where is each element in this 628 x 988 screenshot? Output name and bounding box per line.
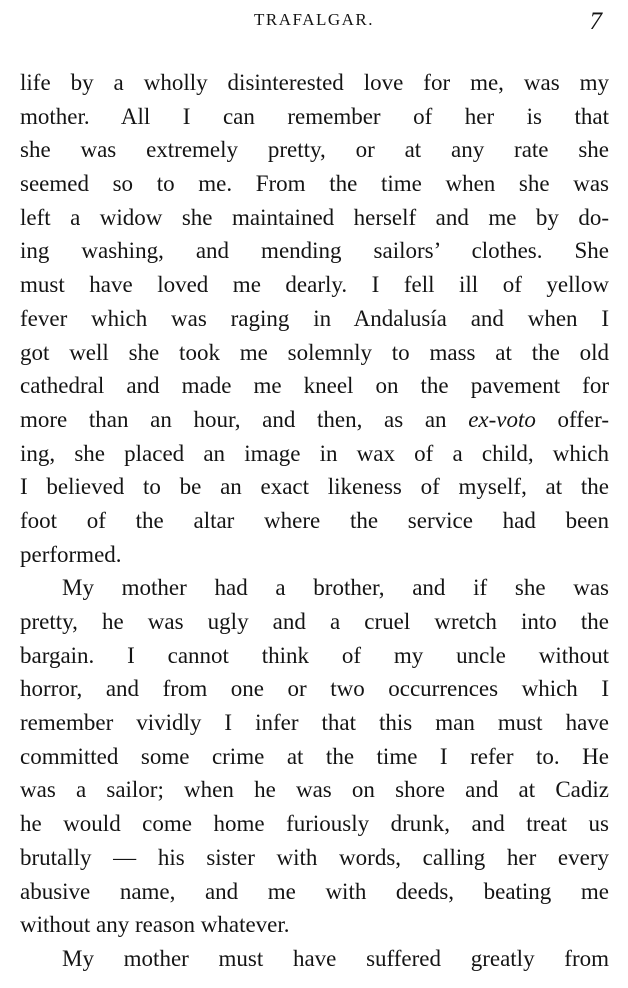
text-line: ing, she placed an image in wax of a child, which	[20, 440, 609, 466]
text-line: fever which was raging in Andalusía and when I	[20, 305, 609, 331]
text-line: seemed so to me. From the time when she was	[20, 171, 609, 197]
text-line: left a widow she maintained herself and me by do-	[20, 204, 609, 230]
text-line: without any reason whatever.	[20, 912, 290, 938]
text-line: bargain. I cannot think of my uncle without	[20, 642, 609, 668]
running-title: TRAFALGAR.	[254, 10, 374, 29]
text-line: remember vividly I infer that this man must have	[20, 710, 609, 736]
text-line: foot of the altar where the service had been	[20, 507, 609, 533]
running-head	[0, 8, 628, 38]
text-line: committed some crime at the time I refer to. He	[20, 743, 609, 769]
text-line: he would come home furiously drunk, and treat us	[20, 811, 609, 837]
text-line: horror, and from one or two occurrences which I	[20, 676, 609, 702]
text-line: I believed to be an exact likeness of myself, at the	[20, 474, 609, 500]
text-segment: more than an hour, and then, as an	[20, 406, 469, 432]
text-line: performed.	[20, 541, 122, 567]
text-line: must have loved me dearly. I fell ill of yellow	[20, 272, 609, 298]
text-line: abusive name, and me with deeds, beating me	[20, 878, 609, 904]
text-line: My mother must have suffered greatly from	[62, 945, 609, 971]
text-line: was a sailor; when he was on shore and at Cadiz	[20, 777, 609, 803]
text-line: cathedral and made me kneel on the pavement for	[20, 373, 609, 399]
text-line: ing washing, and mending sailors’ clothes. She	[20, 238, 609, 264]
text-line: she was extremely pretty, or at any rate she	[20, 137, 609, 163]
text-line	[20, 403, 609, 437]
page-number: 7	[589, 8, 602, 35]
text-line: mother. All I can remember of her is that	[20, 103, 609, 129]
text-line: pretty, he was ugly and a cruel wretch into the	[20, 609, 609, 634]
italic-term: ex-voto	[468, 406, 536, 432]
text-line: life by a wholly disinterested love for me, was my	[20, 70, 609, 95]
text-line: My mother had a brother, and if she was	[62, 575, 609, 601]
text-segment: offer-	[535, 406, 609, 432]
text-line: brutally — his sister with words, calling her every	[20, 844, 609, 870]
body-text	[20, 66, 609, 976]
text-line: got well she took me solemnly to mass at the old	[20, 339, 609, 365]
